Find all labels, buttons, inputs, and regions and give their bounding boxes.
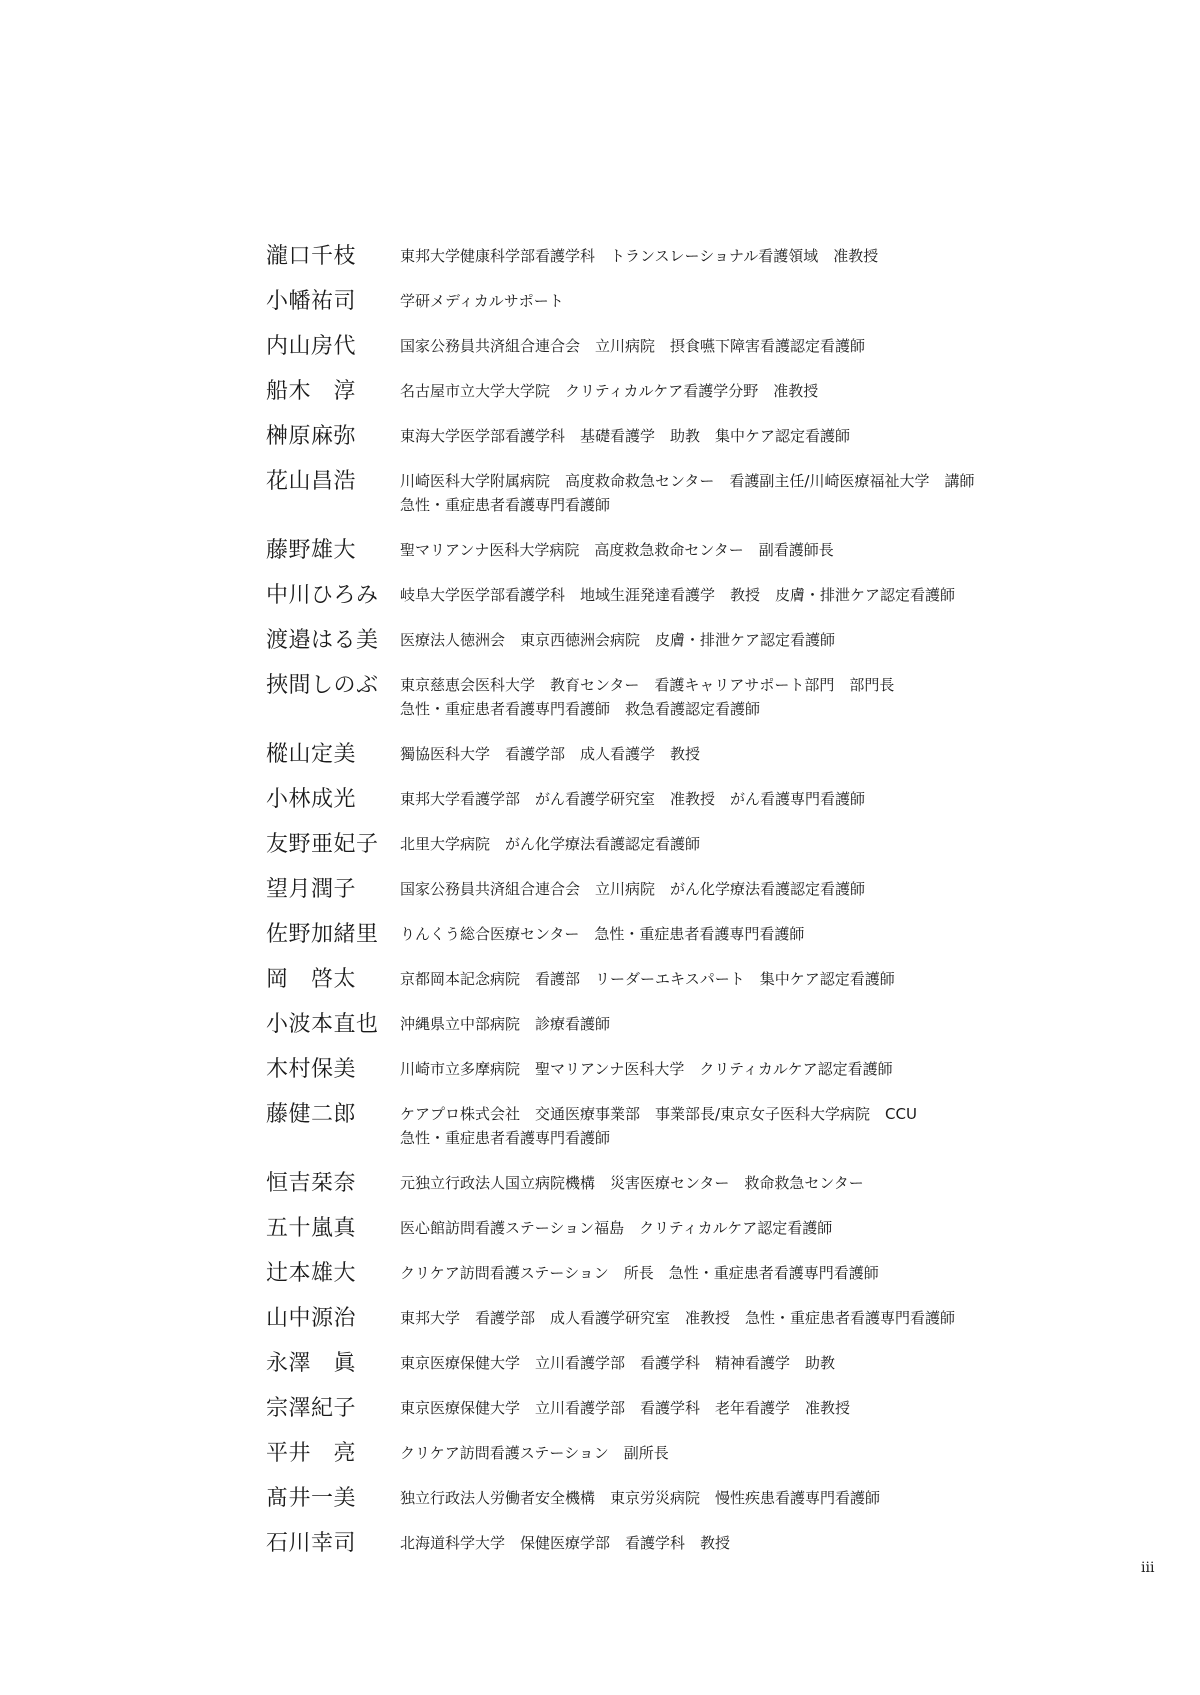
contributor-name: 藤健二郎 <box>266 1102 357 1127</box>
affiliation-line: 東京医療保健大学 立川看護学部 看護学科 精神看護学 助教 <box>400 1354 836 1372</box>
affiliation-line: 東海大学医学部看護学科 基礎看護学 助教 集中ケア認定看護師 <box>400 427 851 445</box>
contributor-name: 小幡祐司 <box>266 289 357 314</box>
affiliation-line: 学研メディカルサポート <box>400 292 564 310</box>
contributor-row <box>266 468 1126 517</box>
contributor-name: 山中源治 <box>266 1306 357 1331</box>
contributor-row <box>266 1305 1126 1332</box>
contributor-row <box>266 288 1126 315</box>
affiliation-line: クリケア訪問看護ステーション 副所長 <box>400 1444 669 1462</box>
contributor-name: 平井 亮 <box>266 1441 357 1466</box>
contributor-row <box>266 1485 1126 1512</box>
contributor-row <box>266 243 1126 270</box>
contributor-affiliation <box>400 1440 669 1465</box>
contributor-affiliation <box>400 921 804 946</box>
contributor-affiliation <box>400 582 955 607</box>
affiliation-line: 医療法人徳洲会 東京西徳洲会病院 皮膚・排泄ケア認定看護師 <box>400 631 836 649</box>
contributor-row <box>266 378 1126 405</box>
contributor-affiliation <box>400 423 850 448</box>
page-number: iii <box>1141 1560 1155 1576</box>
contributor-affiliation <box>400 786 865 811</box>
contributor-affiliation <box>400 831 700 856</box>
affiliation-line: クリケア訪問看護ステーション 所長 急性・重症患者看護専門看護師 <box>400 1264 879 1282</box>
affiliation-line: 北海道科学大学 保健医療学部 看護学科 教授 <box>400 1534 731 1552</box>
contributor-name: 内山房代 <box>266 334 357 359</box>
contributor-name: 木村保美 <box>266 1057 357 1082</box>
affiliation-line: 東京慈恵会医科大学 教育センター 看護キャリアサポート部門 部門長 <box>400 676 895 694</box>
affiliation-line: 国家公務員共済組合連合会 立川病院 がん化学療法看護認定看護師 <box>400 880 866 898</box>
contributor-name: 挾間しのぶ <box>266 673 379 698</box>
contributor-affiliation <box>400 378 818 403</box>
contributor-name: 小波本直也 <box>266 1012 379 1037</box>
contributor-row <box>266 1395 1126 1422</box>
contributor-row <box>266 582 1126 609</box>
affiliation-line: 医心館訪問看護ステーション福島 クリティカルケア認定看護師 <box>400 1219 833 1237</box>
contributor-affiliation <box>400 1056 893 1081</box>
contributor-name: 五十嵐真 <box>266 1216 357 1241</box>
contributor-name: 髙井一美 <box>266 1486 357 1511</box>
affiliation-line: 川崎医科大学附属病院 高度救命救急センター 看護副主任/川崎医療福祉大学 講師 <box>400 472 975 490</box>
affiliation-line: 岐阜大学医学部看護学科 地域生涯発達看護学 教授 皮膚・排泄ケア認定看護師 <box>400 586 956 604</box>
contributor-affiliation <box>400 741 700 766</box>
affiliation-line: 沖縄県立中部病院 診療看護師 <box>400 1015 611 1033</box>
contributor-name: 樅山定美 <box>266 742 357 767</box>
contributor-affiliation <box>400 672 894 721</box>
contributor-row <box>266 1350 1126 1377</box>
contributor-name: 岡 啓太 <box>266 967 357 992</box>
affiliation-line: 川崎市立多摩病院 聖マリアンナ医科大学 クリティカルケア認定看護師 <box>400 1060 893 1078</box>
contributor-row <box>266 831 1126 858</box>
contributor-row <box>266 741 1126 768</box>
contributor-list <box>266 243 1126 1575</box>
contributor-name: 中川ひろみ <box>266 583 379 608</box>
affiliation-line: 名古屋市立大学大学院 クリティカルケア看護学分野 准教授 <box>400 382 819 400</box>
contributor-row <box>266 537 1126 564</box>
affiliation-line: 元独立行政法人国立病院機構 災害医療センター 救命救急センター <box>400 1174 864 1192</box>
contributor-affiliation <box>400 1215 832 1240</box>
affiliation-line: ケアプロ株式会社 交通医療事業部 事業部長/東京女子医科大学病院 CCU <box>400 1105 917 1123</box>
contributor-affiliation <box>400 468 974 517</box>
contributor-affiliation <box>400 1170 864 1195</box>
contributor-name: 渡邉はる美 <box>266 628 379 653</box>
contributor-row <box>266 1260 1126 1287</box>
contributor-name: 友野亜妃子 <box>266 832 379 857</box>
affiliation-line: 東邦大学 看護学部 成人看護学研究室 准教授 急性・重症患者看護専門看護師 <box>400 1309 956 1327</box>
affiliation-line: りんくう総合医療センター 急性・重症患者看護専門看護師 <box>400 925 805 943</box>
contributor-affiliation <box>400 1305 955 1330</box>
affiliation-line: 急性・重症患者看護専門看護師 <box>400 496 611 514</box>
affiliation-line: 京都岡本記念病院 看護部 リーダーエキスパート 集中ケア認定看護師 <box>400 970 895 988</box>
contributor-name: 船木 淳 <box>266 379 357 404</box>
contributor-name: 恒吉栞奈 <box>266 1171 357 1196</box>
contributor-affiliation <box>400 537 834 562</box>
contributor-row <box>266 423 1126 450</box>
contributor-name: 瀧口千枝 <box>266 244 357 269</box>
contributor-name: 宗澤紀子 <box>266 1396 357 1421</box>
contributor-name: 石川幸司 <box>266 1531 357 1556</box>
contributor-affiliation <box>400 966 895 991</box>
affiliation-line: 東京医療保健大学 立川看護学部 看護学科 老年看護学 准教授 <box>400 1399 851 1417</box>
contributor-affiliation <box>400 1011 610 1036</box>
affiliation-line: 東邦大学看護学部 がん看護学研究室 准教授 がん看護専門看護師 <box>400 790 866 808</box>
affiliation-line: 東邦大学健康科学部看護学科 トランスレーショナル看護領域 准教授 <box>400 247 879 265</box>
contributor-name: 小林成光 <box>266 787 357 812</box>
contributor-affiliation <box>400 1260 879 1285</box>
contributor-name: 藤野雄大 <box>266 538 357 563</box>
affiliation-line: 北里大学病院 がん化学療法看護認定看護師 <box>400 835 701 853</box>
contributor-affiliation <box>400 627 835 652</box>
contributor-affiliation <box>400 1101 917 1150</box>
contributor-row <box>266 1530 1126 1557</box>
contributor-name: 佐野加緒里 <box>266 922 379 947</box>
affiliation-line: 独立行政法人労働者安全機構 東京労災病院 慢性疾患看護専門看護師 <box>400 1489 881 1507</box>
contributor-name: 花山昌浩 <box>266 469 357 494</box>
contributor-row <box>266 1170 1126 1197</box>
contributor-affiliation <box>400 1485 880 1510</box>
contributor-name: 望月潤子 <box>266 877 357 902</box>
contributor-name: 辻本雄大 <box>266 1261 357 1286</box>
affiliation-line: 獨協医科大学 看護学部 成人看護学 教授 <box>400 745 701 763</box>
contributor-row <box>266 1056 1126 1083</box>
contributor-affiliation <box>400 243 878 268</box>
contributor-name: 榊原麻弥 <box>266 424 357 449</box>
contributor-row <box>266 966 1126 993</box>
contributor-row <box>266 1101 1126 1150</box>
affiliation-line: 急性・重症患者看護専門看護師 救急看護認定看護師 <box>400 700 761 718</box>
contributor-row <box>266 333 1126 360</box>
contributor-row <box>266 627 1126 654</box>
affiliation-line: 国家公務員共済組合連合会 立川病院 摂食嚥下障害看護認定看護師 <box>400 337 866 355</box>
contributor-row <box>266 786 1126 813</box>
affiliation-line: 聖マリアンナ医科大学病院 高度救急救命センター 副看護師長 <box>400 541 834 559</box>
contributor-affiliation <box>400 288 564 313</box>
affiliation-line: 急性・重症患者看護専門看護師 <box>400 1129 611 1147</box>
contributor-row <box>266 1011 1126 1038</box>
contributor-affiliation <box>400 333 865 358</box>
contributor-affiliation <box>400 1395 850 1420</box>
contributor-affiliation <box>400 876 865 901</box>
contributor-name: 永澤 眞 <box>266 1351 357 1376</box>
contributor-row <box>266 921 1126 948</box>
contributor-affiliation <box>400 1530 730 1555</box>
contributor-row <box>266 1215 1126 1242</box>
contributor-row <box>266 1440 1126 1467</box>
contributor-row <box>266 876 1126 903</box>
contributor-affiliation <box>400 1350 835 1375</box>
contributor-row <box>266 672 1126 721</box>
